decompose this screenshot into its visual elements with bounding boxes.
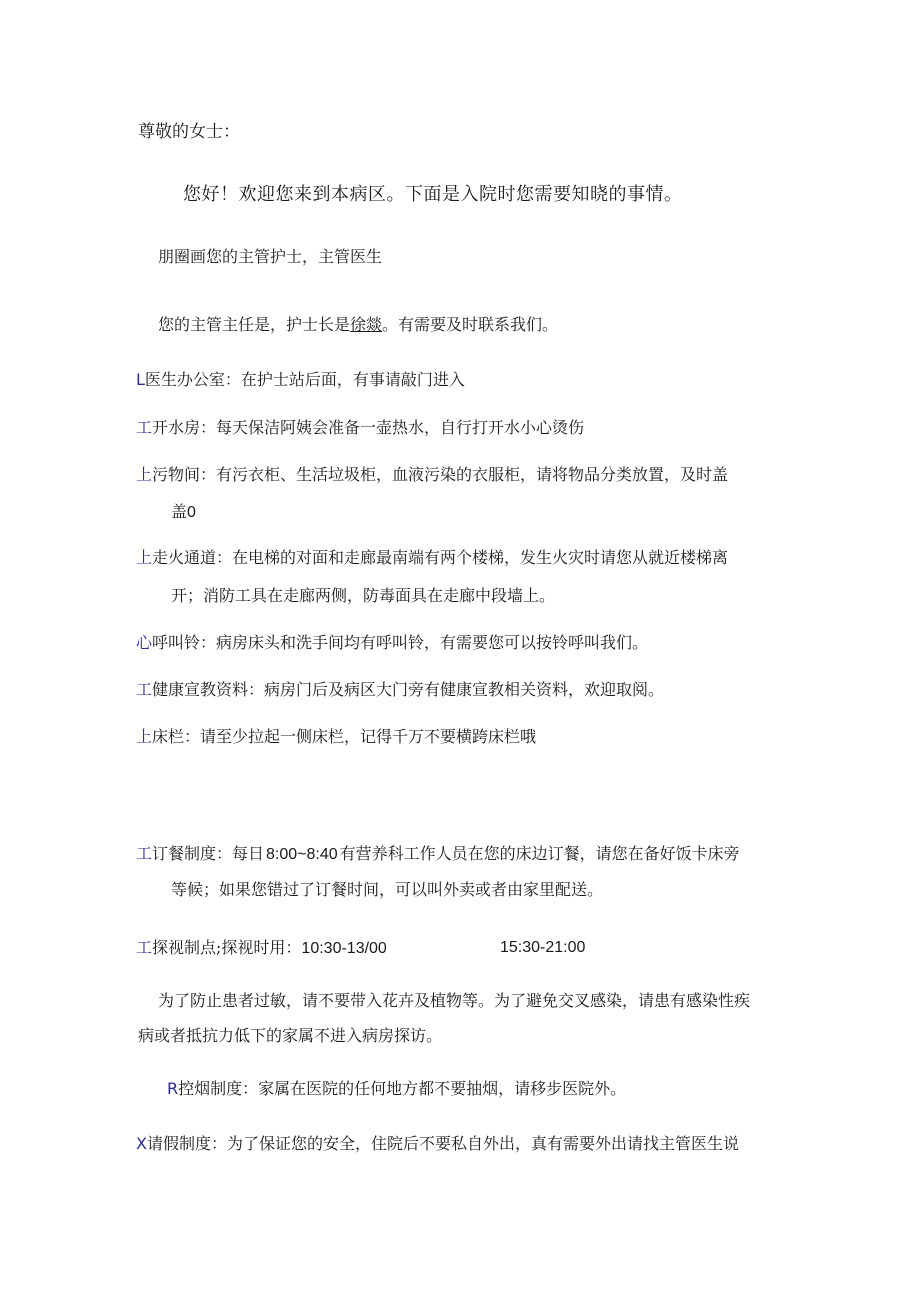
intro-paragraph: 您好！欢迎您来到本病区。下面是入院时您需要知晓的事情。 <box>183 184 683 205</box>
staff-line: 朋圈画您的主管护士，主管医生 <box>158 247 383 266</box>
director-line-after: 。有需要及时联系我们。 <box>382 315 559 334</box>
item-marker: 上 <box>136 548 153 567</box>
item-health-education <box>136 679 664 701</box>
smoking-policy <box>167 1078 626 1100</box>
item-text: 走火通道：在电梯的对面和走廊最南端有两个楼梯，发生火灾时请您从就近楼梯离 <box>152 548 729 567</box>
item-text: 健康宣教资料：病房门后及病区大门旁有健康宣教相关资料，欢迎取阅。 <box>152 680 665 699</box>
item-text: 开水房：每天保洁阿姨会准备一壶热水，自行打开水小心烫伤 <box>152 418 585 437</box>
item-marker: 工 <box>136 938 153 957</box>
item-marker: 心 <box>136 633 153 652</box>
item-text: 呼叫铃：病房床头和洗手间均有呼叫铃，有需要您可以按铃呼叫我们。 <box>152 633 649 652</box>
item-text: 控烟制度：家属在医院的任何地方都不要抽烟，请移步医院外。 <box>178 1079 627 1098</box>
item-marker: 工 <box>136 844 153 863</box>
item-text: 医生办公室：在护士站后面，有事请敲门进入 <box>144 370 465 389</box>
item-marker: R <box>167 1079 179 1098</box>
item-call-bell <box>136 632 648 654</box>
item-text: 污物间：有污衣柜、生活垃圾柜，血液污染的衣服柜，请将物品分类放置，及时盖 <box>152 465 729 484</box>
meal-policy <box>136 843 740 866</box>
meal-time: 8:00~8:40 <box>266 846 338 863</box>
item-marker: 上 <box>136 727 153 746</box>
item-marker: 上 <box>136 465 153 484</box>
head-nurse-name: 徐燚 <box>350 315 383 334</box>
item-marker: X <box>136 1134 147 1153</box>
meal-policy-cont: 等候；如果您错过了订餐时间，可以叫外卖或者由家里配送。 <box>171 880 604 899</box>
greeting: 尊敬的女士： <box>138 122 240 142</box>
item-doctor-office <box>136 369 465 391</box>
item-dirty-room-cont: 盖0 <box>171 504 196 521</box>
visit-policy <box>136 937 387 960</box>
item-bed-rail <box>136 726 536 748</box>
director-line <box>158 314 558 336</box>
visit-label: 探视制点;探视时用： <box>152 938 302 957</box>
allergy-note-line1: 为了防止患者过敏，请不要带入花卉及植物等。为了避免交叉感染，请患有感染性疾 <box>158 991 751 1010</box>
visit-time-morning: 10:30-13/00 <box>301 940 387 957</box>
item-text: 请假制度：为了保证您的安全，住院后不要私自外出，真有需要外出请找主管医生说 <box>146 1134 739 1153</box>
item-fire-exit-cont: 开；消防工具在走廊两侧，防毒面具在走廊中段墙上。 <box>171 586 556 605</box>
meal-prefix: 订餐制度：每日 <box>152 844 265 863</box>
item-dirty-room <box>136 464 728 486</box>
director-line-before: 您的主管主任是，护士长是 <box>158 315 351 334</box>
allergy-note-line2: 病或者抵抗力低下的家属不进入病房探访。 <box>138 1026 443 1045</box>
meal-suffix: 有营养科工作人员在您的床边订餐，请您在备好饭卡床旁 <box>339 844 740 863</box>
item-water-room <box>136 417 584 439</box>
leave-policy <box>136 1133 739 1155</box>
item-marker: 工 <box>136 418 153 437</box>
item-marker: 工 <box>136 680 153 699</box>
item-fire-exit <box>136 547 728 569</box>
item-text: 床栏：请至少拉起一侧床栏，记得千万不要横跨床栏哦 <box>152 727 537 746</box>
visit-time-afternoon: 15:30-21:00 <box>500 939 586 956</box>
item-marker: L <box>136 370 145 389</box>
